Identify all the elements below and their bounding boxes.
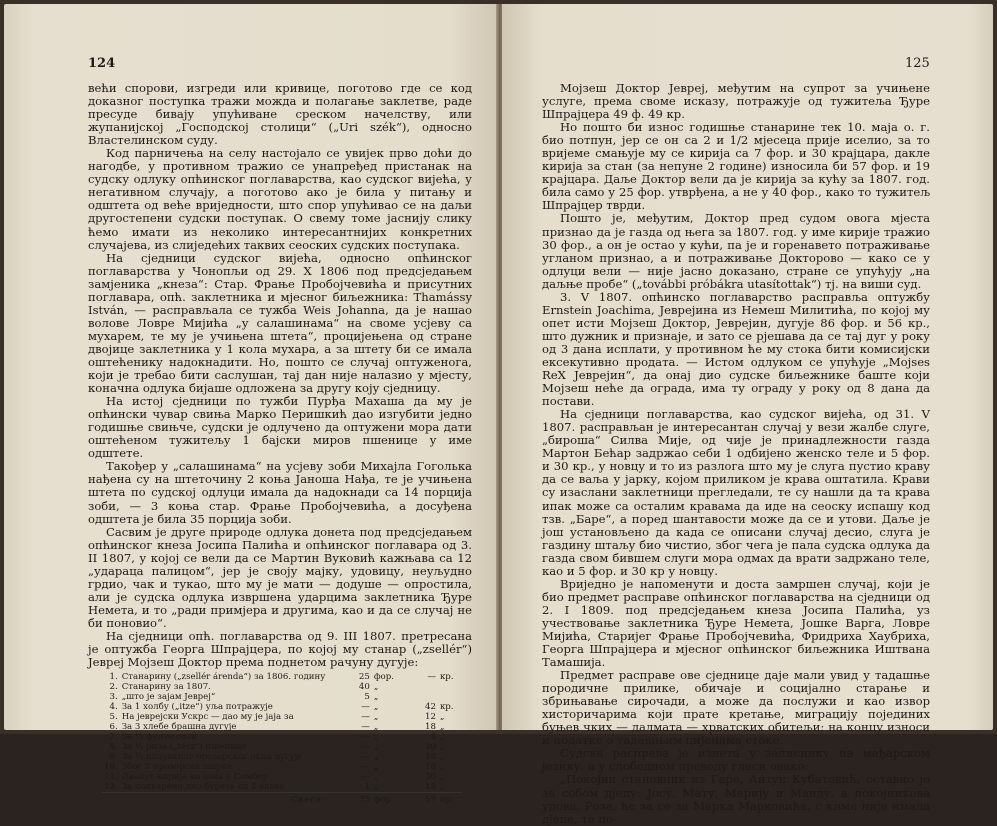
paragraph: На сједници судског вијећа, односно опћинског поглаварства у Чонопљи од 29. X 1806 под предсједањем замјеника „кнеза“: Стар. Фрање Пробојчевића и присутних поглавара, опћ. заклетника и мјесног биљежника: Thamássy István, — расправљала се тужба Weis Johanna, да је нашао волове Ловре Мијића „у салашинама“ на своме усјеву са мухарем, те му је учињена штета“, процијењена од стране двојице заклетника у 1 кола мухара, а за штету би се имала оштећенику надокнадити. Но, пошто се случај оптуженога, који је требао бити саслушан, тај дан није налазио у мјесту, коначна одлука бијаше одложена за другу коју сједницу. xyxy=(88,250,472,396)
table-cell-desc: Због 2 прозорске шарке xyxy=(121,762,232,773)
paragraph: Код парничења на селу настојало се увијек прво доћи до нагодбе, у противном тражио се унапређед пристанак на судску одлуку опћинског поглаварства, као судског вијећа, у негативном случају, а поготово ако је била у питању и одштета од веће вриједности, што спор упућивао се на даљи другостепени судски поступак. О свему томе јаснију слику ћемо имати из неколико интересантнијих конкретних случајева, из слиједећих таквих сеоских судских поступака. xyxy=(88,146,472,252)
table-cell-u: „ xyxy=(373,772,379,783)
table-cell-n: 11. xyxy=(104,772,118,783)
paragraph: На истој сједници по тужби Пурђа Махаша да му је опћински чувар свиња Марко Перишкић дао изгубити једно годишње свињче, судски је одлучено да оптужени мора дати оштећеном тужитељу 1 бајски миров пшенице у име одштете. xyxy=(88,394,472,461)
table-cell-a: — xyxy=(361,752,370,763)
table-cell-a: — xyxy=(361,772,370,783)
table-cell-b: 20 xyxy=(425,742,436,753)
table-row xyxy=(102,712,462,722)
paragraph: „Покојни становник из Гаре, Антун Кубатовић, оставио је за собом дјецу: Јосу, Мату, Марију и Манду, а покојникова удова, Роза, ће за се за Марка Марковића, с киме није имала дјеце, те по- xyxy=(542,772,930,826)
table-row xyxy=(102,782,462,793)
table-cell-a: — xyxy=(361,702,370,713)
table-cell-b xyxy=(406,682,438,692)
table-cell-u: „ xyxy=(373,722,379,733)
table-cell-u: „ xyxy=(373,682,379,693)
table-row xyxy=(102,762,462,772)
table-row xyxy=(102,732,462,742)
table-cell-n: 9. xyxy=(109,752,118,763)
table-row xyxy=(102,702,462,712)
table-cell-a: 1 xyxy=(328,782,372,793)
table-cell-v: „ xyxy=(439,772,445,783)
table-cell-n: 3. xyxy=(109,692,118,703)
table-cell-v: „ xyxy=(439,722,445,733)
paragraph: На сједници поглаварства, као судског вијећа, од 31. V 1807. расправљан је интересантан случај у вези жалбе слуге, „бироша“ Силва Мије, од чије је принадлежности газда Мартон Бећар задржао себи 1 одбијено женско теле и 5 фор. и 30 кр., у новцу и то из разлога што му је слуга пустио краву да се ваља у јарку, којом приликом је крава оштатила. Крави су изаслани заклетници прегледали, те су нашли да та крава ипак може са осталим кравама да иде на сеоску испашу код тзв. „Баре“, а поред шантавости може да се и утови. Даље је још установљено да када се описани случај десио, слуга је газдину штаљу био чистио, због чега је пала судска одлука да газда свом бившем слуги мора одмах да врати задржано теле, као и 5 фор. и 30 кр у новцу. xyxy=(542,407,930,578)
table-cell-n: 12. xyxy=(102,782,120,793)
table-cell-n: 10. xyxy=(104,762,118,773)
table-cell-b: — xyxy=(427,672,436,683)
paragraph: На сједници опћ. поглаварства од 9. III 1807. претресана је оптужба Георга Шпрајцера, по којој му станар („zsellér“) Јеврej Мојзеш Доктор према поднетом рачуну дугује: xyxy=(88,628,472,670)
total-cell: фор. xyxy=(373,795,394,806)
table-cell-n: 4. xyxy=(109,702,118,713)
total-cell: кр. xyxy=(439,795,454,806)
paragraph: Сасвим је друге природе одлука донета под предсједањем опћинског кнеза Јосипа Палића и опћинског поглавара од 3. II 1807, у којој се вели да се Мартин Вуковић кажњава са 12 „удараца палицом“, јер је своју мајку, удовицу, неуљудно грдио, чак и тукао, што му је мати — додуше — опростила, али је судска одлука извршена ударцима заклетника Ђуре Немета, и то „ради примјера и другима, као и да се случај не би поновио“. xyxy=(88,524,472,630)
debt-table xyxy=(102,672,462,805)
table-cell-desc: Станарину за 1807. xyxy=(121,682,211,693)
table-cell-n: 7. xyxy=(109,732,118,743)
table-cell-b: 18 xyxy=(425,752,436,763)
table-cell-a: 5 xyxy=(364,692,370,703)
page-number-right: 125 xyxy=(905,56,930,71)
table-cell-desc: За ¹⁄₂ фунте соли xyxy=(121,732,198,743)
table-cell-desc: На јеврејски Ускрс — дао му је јаја за xyxy=(121,712,294,723)
table-cell-a: — xyxy=(361,722,370,733)
paragraph: Но пошто би износ годишње станарине тек 10. маја о. г. био потпун, јер се он са 2 и 1/2 мјесеца прије иселио, за то вријеме смањује му се кирија са 7 фор. и 30 крајцара, дакле кирија за стан (за непуне 2 године) износила би 57 фор. и 19 крајцара. Даље Доктор вели да је кирија за кућу за 1807. год. била само у 25 фор. утврђена, а не у 40 фор., како то тужитељ Шпрајцер тврди. xyxy=(542,120,930,213)
table-cell-v: кр. xyxy=(439,702,454,713)
table-cell-desc: „што је зајам Јеврej“ xyxy=(121,692,216,703)
table-cell-u: „ xyxy=(373,702,379,713)
table-cell-v: кр. xyxy=(439,672,454,683)
table-cell-b: 12 xyxy=(425,712,436,723)
table-cell-v: „ xyxy=(439,752,445,763)
table-cell-b: 15 xyxy=(406,782,438,793)
table-cell-desc: Станарину („zsellér árenda“) за 1806. годину xyxy=(121,672,326,683)
right-page-text xyxy=(542,82,930,826)
table-row xyxy=(102,722,462,732)
table-cell-a: 40 xyxy=(358,682,370,693)
table-cell-desc: За ¹⁄₂ риза („tész“) пшенице xyxy=(121,742,247,753)
table-cell-v: „ xyxy=(438,782,462,793)
table-cell-n: 1. xyxy=(109,672,118,683)
table-cell-a: — xyxy=(361,712,370,723)
table-cell-u: „ xyxy=(373,752,379,763)
left-page-text xyxy=(88,82,472,808)
table-row xyxy=(102,742,462,752)
table-cell-u: „ xyxy=(372,782,406,793)
table-cell-u: „ xyxy=(373,692,379,703)
table-cell-b: 30 xyxy=(425,772,436,783)
paragraph: Судска расправа је изнета у записнику на мађарском језику, а у слободном преводу гласи овако: xyxy=(542,746,930,774)
table-cell-n: 2. xyxy=(109,682,118,693)
paragraph: Мојзеш Доктор Јеврej, међутим на супрот за учињене услуге, према своме исказу, потражује од тужитеља Ђуре Шпрајцера 49 ф. 49 кр. xyxy=(542,81,930,122)
table-cell-u: „ xyxy=(373,712,379,723)
table-cell-n: 6. xyxy=(109,722,118,733)
table-cell-v xyxy=(438,692,462,702)
table-row xyxy=(102,692,462,702)
table-row xyxy=(102,682,462,692)
table-cell-desc: За покварено дно бурета од 4 акова xyxy=(120,782,328,793)
table-cell-desc: Двапут кирија колима у Сомбор xyxy=(121,772,269,783)
table-cell-b xyxy=(406,692,438,702)
table-cell-a: 25 xyxy=(358,672,370,683)
total-cell: 57 xyxy=(425,795,436,806)
table-cell-u: фор. xyxy=(373,672,394,683)
table-cell-b: 4 xyxy=(430,732,436,743)
total-cell xyxy=(102,793,120,806)
paragraph: Пошто је, међутим, Доктор пред судом овога мјеста признао да је газда од њега за 1807. год. у име кирије тражио 30 фор., а он је остао у кући, па је и горенавето потраживање угланом признао, а и потраживање Докторово — како се у одлуци вели — није јасно доказано, стране се упућују „на даљње пробе“ („további próbákra utasítottak“) тј. на виши суд. xyxy=(542,211,930,291)
table-cell-b: 42 xyxy=(425,702,436,713)
right-page xyxy=(502,4,993,826)
table-row xyxy=(102,772,462,782)
table-cell-u: „ xyxy=(373,732,379,743)
page-number-left: 124 xyxy=(88,56,116,71)
left-page xyxy=(4,4,498,806)
left-paragraphs xyxy=(88,82,472,669)
paragraph: Предмет расправе ове сједнице даје мали увид у тадашње породичне прилике, обичаје и социјално старање и збрињавање сирочади, а може да послужи и као извор хисторичарима који прате кретање, миграцију појединих буњев чких — далмата — хрватских обитељи; на концу износи и податке о тадашњим цијенама стоке. xyxy=(542,668,930,748)
table-cell-v xyxy=(438,682,462,692)
table-cell-v: „ xyxy=(439,742,445,753)
table-cell-desc: За ¹⁄₂ полуокног прозорског окна дугује xyxy=(121,752,303,763)
table-row xyxy=(102,752,462,762)
table-total-row xyxy=(102,793,462,806)
table-row xyxy=(102,672,462,682)
table-cell-u: „ xyxy=(373,762,379,773)
table-cell-v: „ xyxy=(439,732,445,743)
paragraph: Такођер у „салашинама“ на усјеву зоби Михајла Гоголька нађена су на штеточину 2 коња Јаноша Нађа, те је учињена штета по судској одлуци имала да надокнади са 14 порција зоби, — 3 коња стар. Фрање Пробојчевића, а досуђена одштета је била 35 порција зоби. xyxy=(88,459,472,526)
table-cell-b: 18 xyxy=(425,722,436,733)
paragraph: Вриједно је напоменути и доста замршен случај, који је био предмет расправе опћинског поглаварства на сједници од 2. I 1809. под предсједањем кнеза Јосипа Палића, уз учествовање заклетника Ђуре Немета, Јошке Варга, Ловре Мијића, Старијег Фрање Пробојчевића, Фридриха Хаубриха, Георга Шпрајцера и мјесног опћинског биљежника Иштвана Тамашија. xyxy=(542,576,930,670)
right-paragraphs xyxy=(542,82,930,826)
table-cell-n: 8. xyxy=(109,742,118,753)
total-cell: 73 xyxy=(358,795,370,806)
table-cell-n: 5. xyxy=(109,712,118,723)
table-cell-a: — xyxy=(361,742,370,753)
table-cell-a: — xyxy=(361,762,370,773)
paragraph: већи спорови, изгреди или кривице, поготово где се код доказног поступка тражи можда и полагање заклетве, раде пресуде бивају упућиване среском начелству, или жупанијској „Господској столици“ („Uri szék“), односно Властелинском суду. xyxy=(88,81,472,148)
table-cell-v: „ xyxy=(439,712,445,723)
table-cell-desc: За 1 холбу („itze“) уља потражује xyxy=(121,702,273,713)
table-cell-b: 18 xyxy=(425,762,436,773)
table-cell-v: „ xyxy=(439,762,445,773)
paragraph: 3. V 1807. опћинско поглаварство расправља оптужбу Ernstein Joachima, Јеврејина из Немеш Милитића, по којој му опет исти Мојзеш Доктор, Јеврејин, дугује 86 фор. и 56 кр., што дужник и признаје, и зато се рјешава да се тај дуг у року од 3 дана исплати, у противном ће му стока бити комисијски ексекутивно продата. — Истом одлуком се упућује „Mojses ReX Јеврejин“, да онај дио судске биљежнике баште који Мојзеш неће да ограда, има ту ограду у року од 8 дана да постави. xyxy=(542,289,930,409)
table-cell-a: — xyxy=(361,732,370,743)
table-cell-u: „ xyxy=(373,742,379,753)
table-cell-desc: За 3 хлебе брашна дугује xyxy=(121,722,237,733)
total-cell: Свега: xyxy=(290,795,326,806)
